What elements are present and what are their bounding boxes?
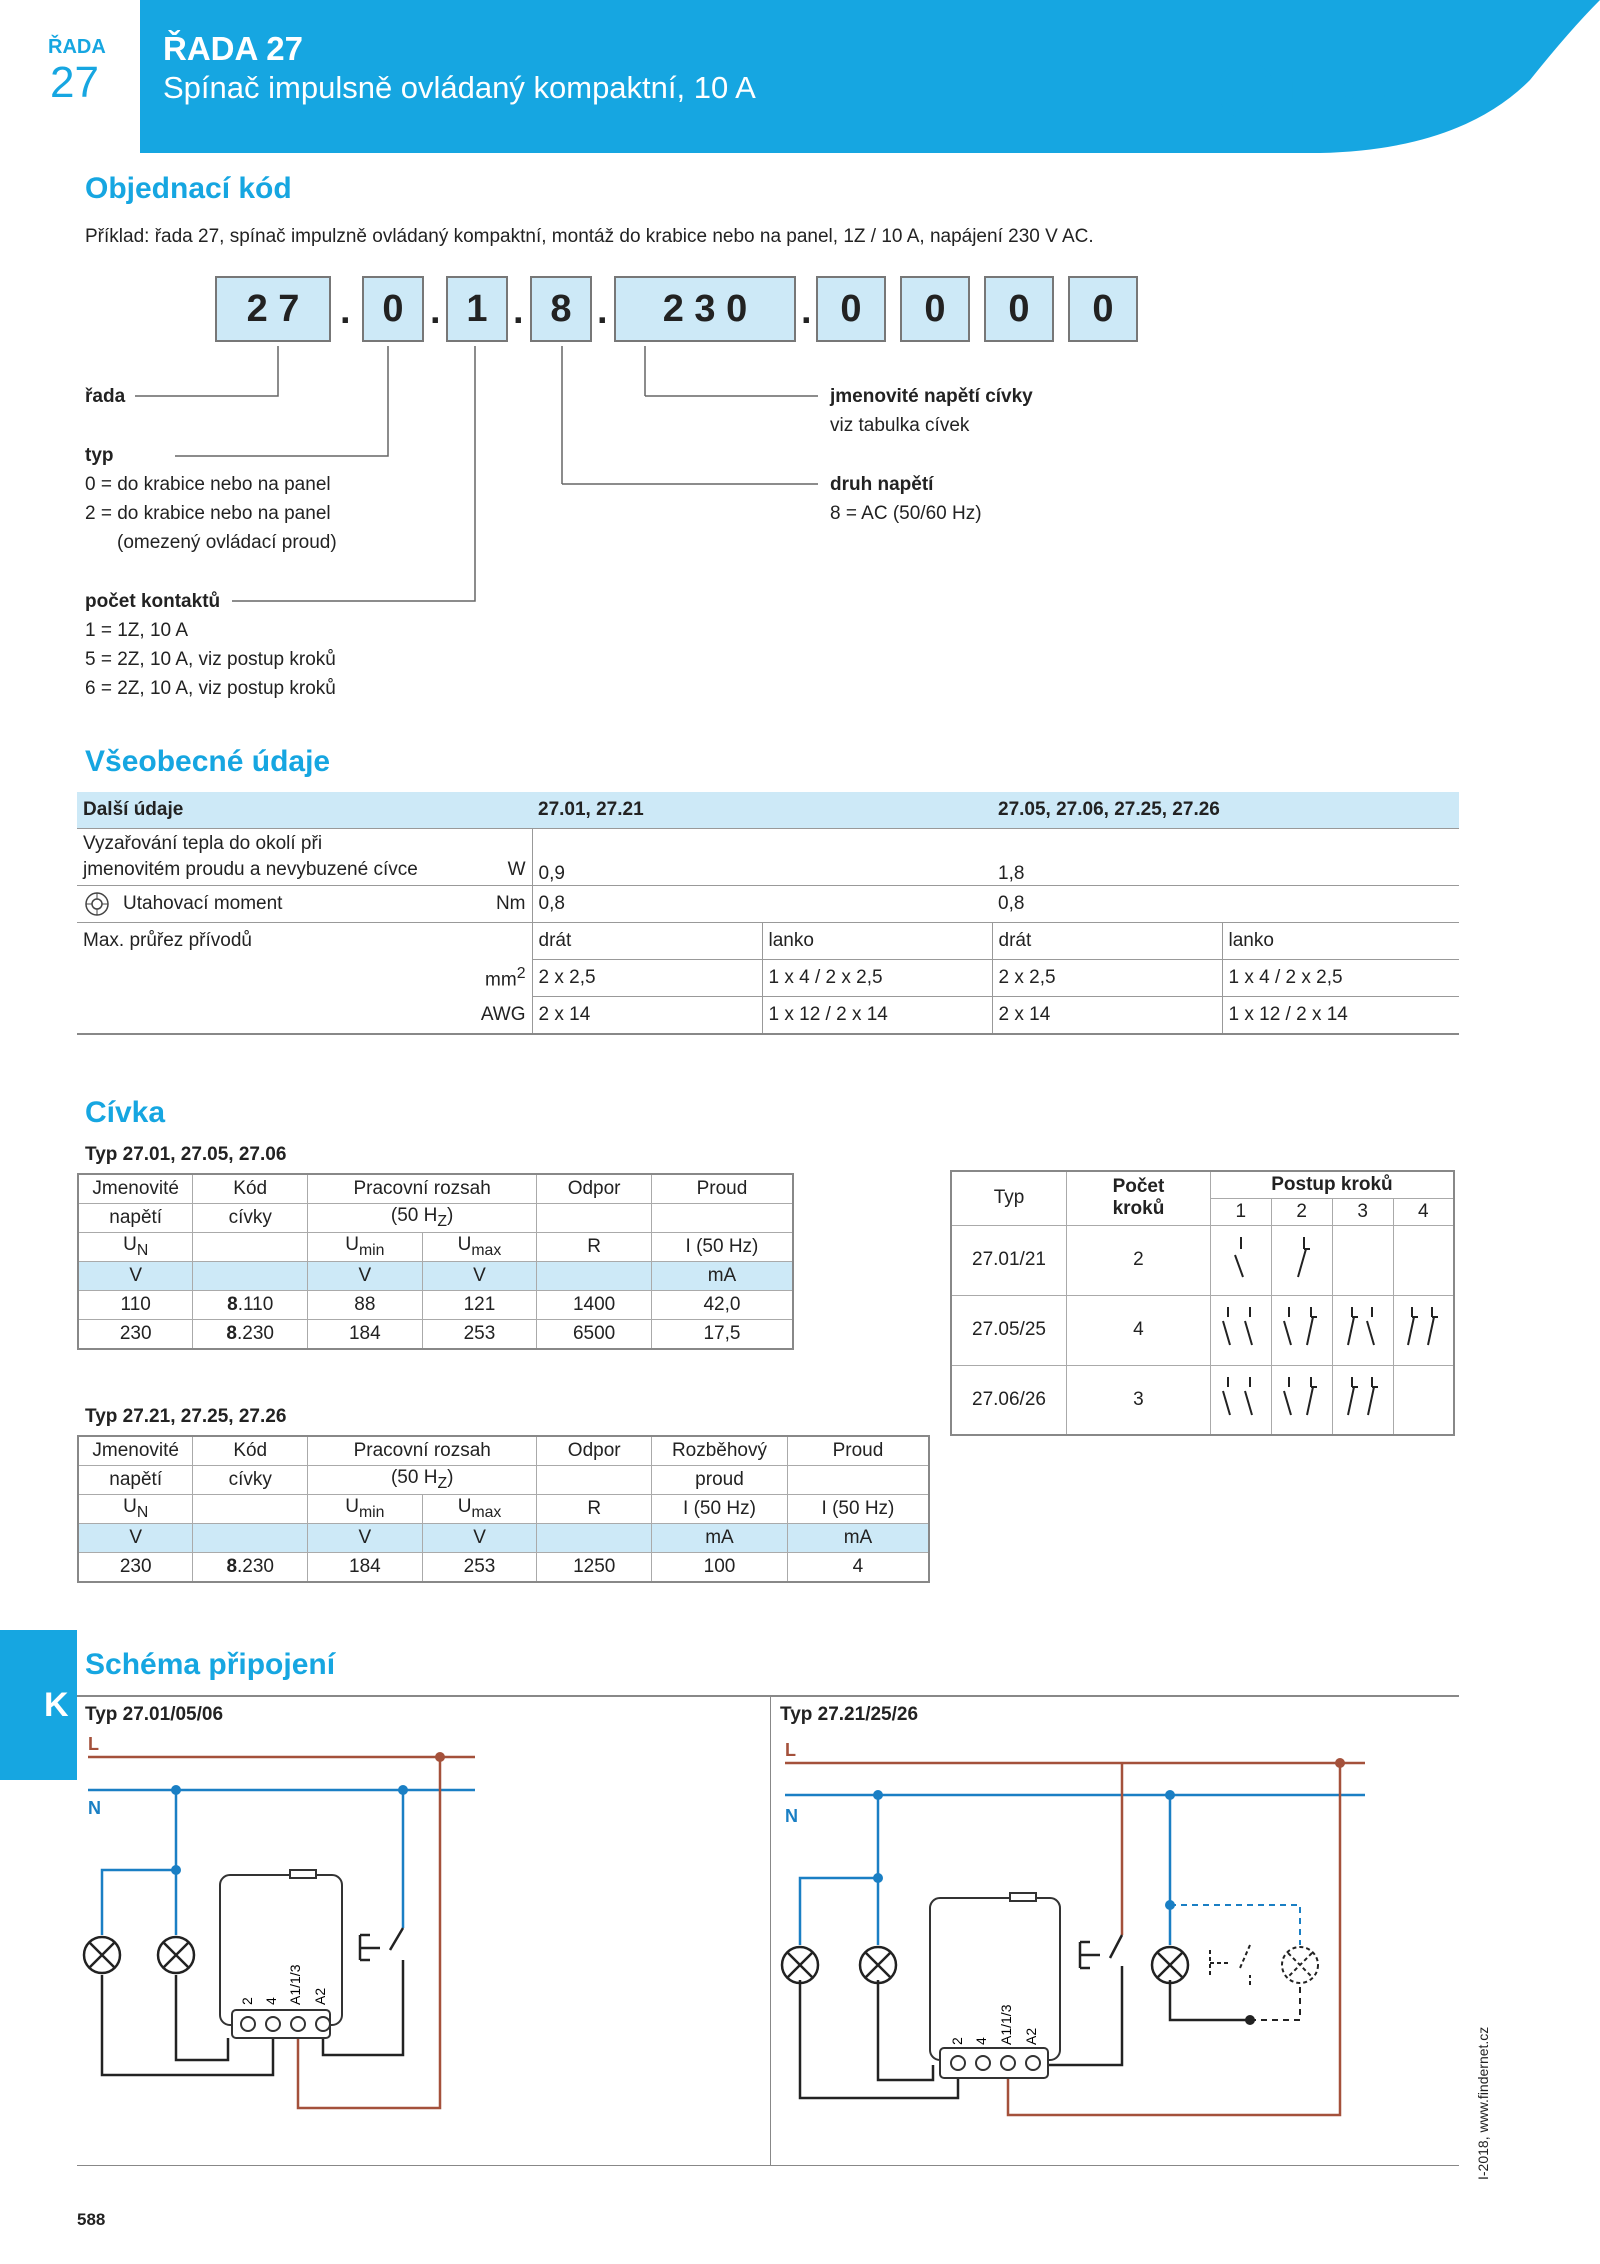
table-row: Utahovací moment Nm 0,8 0,8 — [77, 886, 1459, 923]
contact-closed-icon — [1282, 1229, 1322, 1285]
pushbutton-icon — [360, 1928, 403, 1968]
label-contacts: počet kontaktů — [85, 591, 221, 612]
torque-icon — [83, 890, 111, 918]
svg-text:4: 4 — [973, 2037, 989, 2045]
live-label: L — [88, 1734, 99, 1754]
svg-text:A1/1/3: A1/1/3 — [287, 1964, 303, 2005]
contacts-line: 1 = 1Z, 10 A — [85, 620, 188, 641]
neutral-label: N — [88, 1798, 101, 1818]
svg-text:A1/1/3: A1/1/3 — [998, 2004, 1014, 2045]
svg-text:2: 2 — [239, 1997, 255, 2005]
order-example: Příklad: řada 27, spínač impulzně ovládaný kompaktní, montáž do krabice nebo na panel, 1Z / 10 A, napájení 230 V AC. — [85, 226, 1094, 247]
wiring-left-title: Typ 27.01/05/06 — [85, 1704, 224, 1725]
two-contacts-open-icon — [1216, 1299, 1266, 1355]
coil-table-2: Jmenovité Kód Pracovní rozsah Odpor Rozběhový Proud napětí cívky (50 $H_Z$) proud $U_N$ $U_{min}$ $U_{max}$ R I (50 Hz) I (50 Hz) V V V mA mA 230 8.230 184 253 1250 100 4 — [77, 1435, 930, 1583]
two-contacts-closed-icon — [1338, 1369, 1388, 1425]
label-voltage: jmenovité napětí cívky — [830, 386, 1033, 407]
code-dot: . — [340, 290, 351, 332]
footer-side-text: I-2018, www.findernet.cz — [1475, 2026, 1491, 2180]
table-row: 27.06/26 3 — [951, 1365, 1454, 1435]
general-table — [77, 792, 1459, 1035]
svg-text:4: 4 — [263, 1997, 279, 2005]
table-row: 27.05/25 4 — [951, 1295, 1454, 1365]
code-dot: . — [513, 290, 524, 332]
svg-text:A2: A2 — [312, 1987, 328, 2005]
contacts-line: 6 = 2Z, 10 A, viz postup kroků — [85, 678, 336, 699]
page-title: ŘADA 27 — [163, 30, 303, 67]
code-voltage: 2 3 0 — [614, 276, 796, 342]
series-label: ŘADA — [48, 36, 106, 58]
coil-table1-title: Typ 27.01, 27.05, 27.06 — [85, 1144, 287, 1165]
lamp-icon — [1152, 1947, 1188, 1983]
code-dot: . — [801, 290, 812, 332]
coil-table2-title: Typ 27.21, 27.25, 27.26 — [85, 1406, 287, 1427]
pushbutton-icon — [1080, 1935, 1122, 1975]
code-digit: 0 — [816, 276, 886, 342]
label-rada: řada — [85, 386, 126, 407]
wiring-heading: Schéma připojení — [85, 1648, 336, 1681]
contacts-mixed-icon — [1277, 1369, 1327, 1425]
code-series: 2 7 — [215, 276, 331, 342]
code-digit: 0 — [1068, 276, 1138, 342]
page-number: 588 — [77, 2210, 106, 2229]
wiring-right-title: Typ 27.21/25/26 — [780, 1704, 919, 1725]
svg-text:2: 2 — [949, 2037, 965, 2045]
typ-line: 0 = do krabice nebo na panel — [85, 474, 331, 495]
contacts-mixed-icon — [1277, 1299, 1327, 1355]
typ-line: 2 = do krabice nebo na panel — [85, 503, 331, 524]
lamp-icon — [158, 1937, 194, 1973]
wiring-right — [782, 1740, 1365, 2115]
step-table: Typ Počet kroků Postup kroků 1 2 3 4 27.01/21 2 27.05/25 4 27.06/26 3 — [950, 1170, 1455, 1436]
code-dot: . — [430, 290, 441, 332]
wiring-diagrams — [0, 1720, 1600, 2160]
order-heading: Objednací kód — [85, 172, 292, 205]
lamp-icon — [782, 1947, 818, 1983]
lamp-icon — [84, 1937, 120, 1973]
impulse-relay-device — [930, 1893, 1060, 2078]
general-col-header: 27.01, 27.21 — [532, 792, 992, 829]
finder-logo: finder — [1282, 62, 1405, 111]
label-typ: typ — [85, 445, 114, 466]
code-contacts: 1 — [446, 276, 508, 342]
table-row: AWG 2 x 14 1 x 12 / 2 x 14 2 x 14 1 x 12 / 2 x 14 — [77, 997, 1459, 1035]
lamp-icon — [1282, 1947, 1318, 1983]
contacts-mixed-icon — [1338, 1299, 1388, 1355]
table-row: 27.01/21 2 — [951, 1225, 1454, 1295]
wiring-left — [84, 1734, 475, 2108]
code-digit: 0 — [900, 276, 970, 342]
lamp-icon — [860, 1947, 896, 1983]
coil-heading: Cívka — [85, 1096, 166, 1129]
section-k-tab: K — [0, 1630, 77, 1780]
table-row: $mm^2$ 2 x 2,5 1 x 4 / 2 x 2,5 2 x 2,5 1 x 4 / 2 x 2,5 — [77, 960, 1459, 997]
two-contacts-closed-icon — [1398, 1299, 1448, 1355]
pushbutton-icon — [1210, 1945, 1250, 1985]
table-row: 230 8.230 184 253 6500 17,5 — [78, 1320, 793, 1350]
kind-line: 8 = AC (50/60 Hz) — [830, 503, 982, 524]
contacts-line: 5 = 2Z, 10 A, viz postup kroků — [85, 649, 336, 670]
code-kind: 8 — [530, 276, 592, 342]
table-row: Vyzařování tepla do okolí při jmenovitém proudu a nevybuzené cívce W 0,9 1,8 — [77, 829, 1459, 886]
label-kind: druh napětí — [830, 474, 934, 495]
page-subtitle: Spínač impulsně ovládaný kompaktní, 10 A — [163, 70, 756, 105]
two-contacts-open-icon — [1216, 1369, 1266, 1425]
order-leader-lines — [0, 0, 1600, 700]
series-number: 27 — [50, 58, 99, 107]
voltage-line: viz tabulka cívek — [830, 415, 970, 436]
svg-text:A2: A2 — [1023, 2027, 1039, 2045]
divider — [77, 2165, 1459, 2166]
general-col-header: Další údaje — [77, 792, 532, 829]
contact-open-icon — [1221, 1229, 1261, 1285]
divider — [77, 1695, 1459, 1697]
typ-line: (omezený ovládací proud) — [117, 532, 337, 553]
table-row: 110 8.110 88 121 1400 42,0 — [78, 1291, 793, 1320]
code-type: 0 — [362, 276, 424, 342]
table-row: 230 8.230 184 253 1250 100 4 — [78, 1553, 929, 1583]
live-label: L — [785, 1740, 796, 1760]
general-heading: Všeobecné údaje — [85, 745, 331, 778]
general-col-header: 27.05, 27.06, 27.25, 27.26 — [992, 792, 1459, 829]
neutral-label: N — [785, 1806, 798, 1826]
table-row: Max. průřez přívodů drát lanko drát lanko — [77, 923, 1459, 960]
code-dot: . — [597, 290, 608, 332]
code-digit: 0 — [984, 276, 1054, 342]
impulse-relay-device — [220, 1870, 342, 2038]
coil-table-1: Jmenovité Kód Pracovní rozsah Odpor Proud napětí cívky (50 $H_Z$) $U_N$ $U_{min}$ $U_{max}$ R I (50 Hz) V V V mA 110 8.110 88 121 1400 42,0 230 8.230 184 253 6500 17,5 — [77, 1173, 794, 1350]
